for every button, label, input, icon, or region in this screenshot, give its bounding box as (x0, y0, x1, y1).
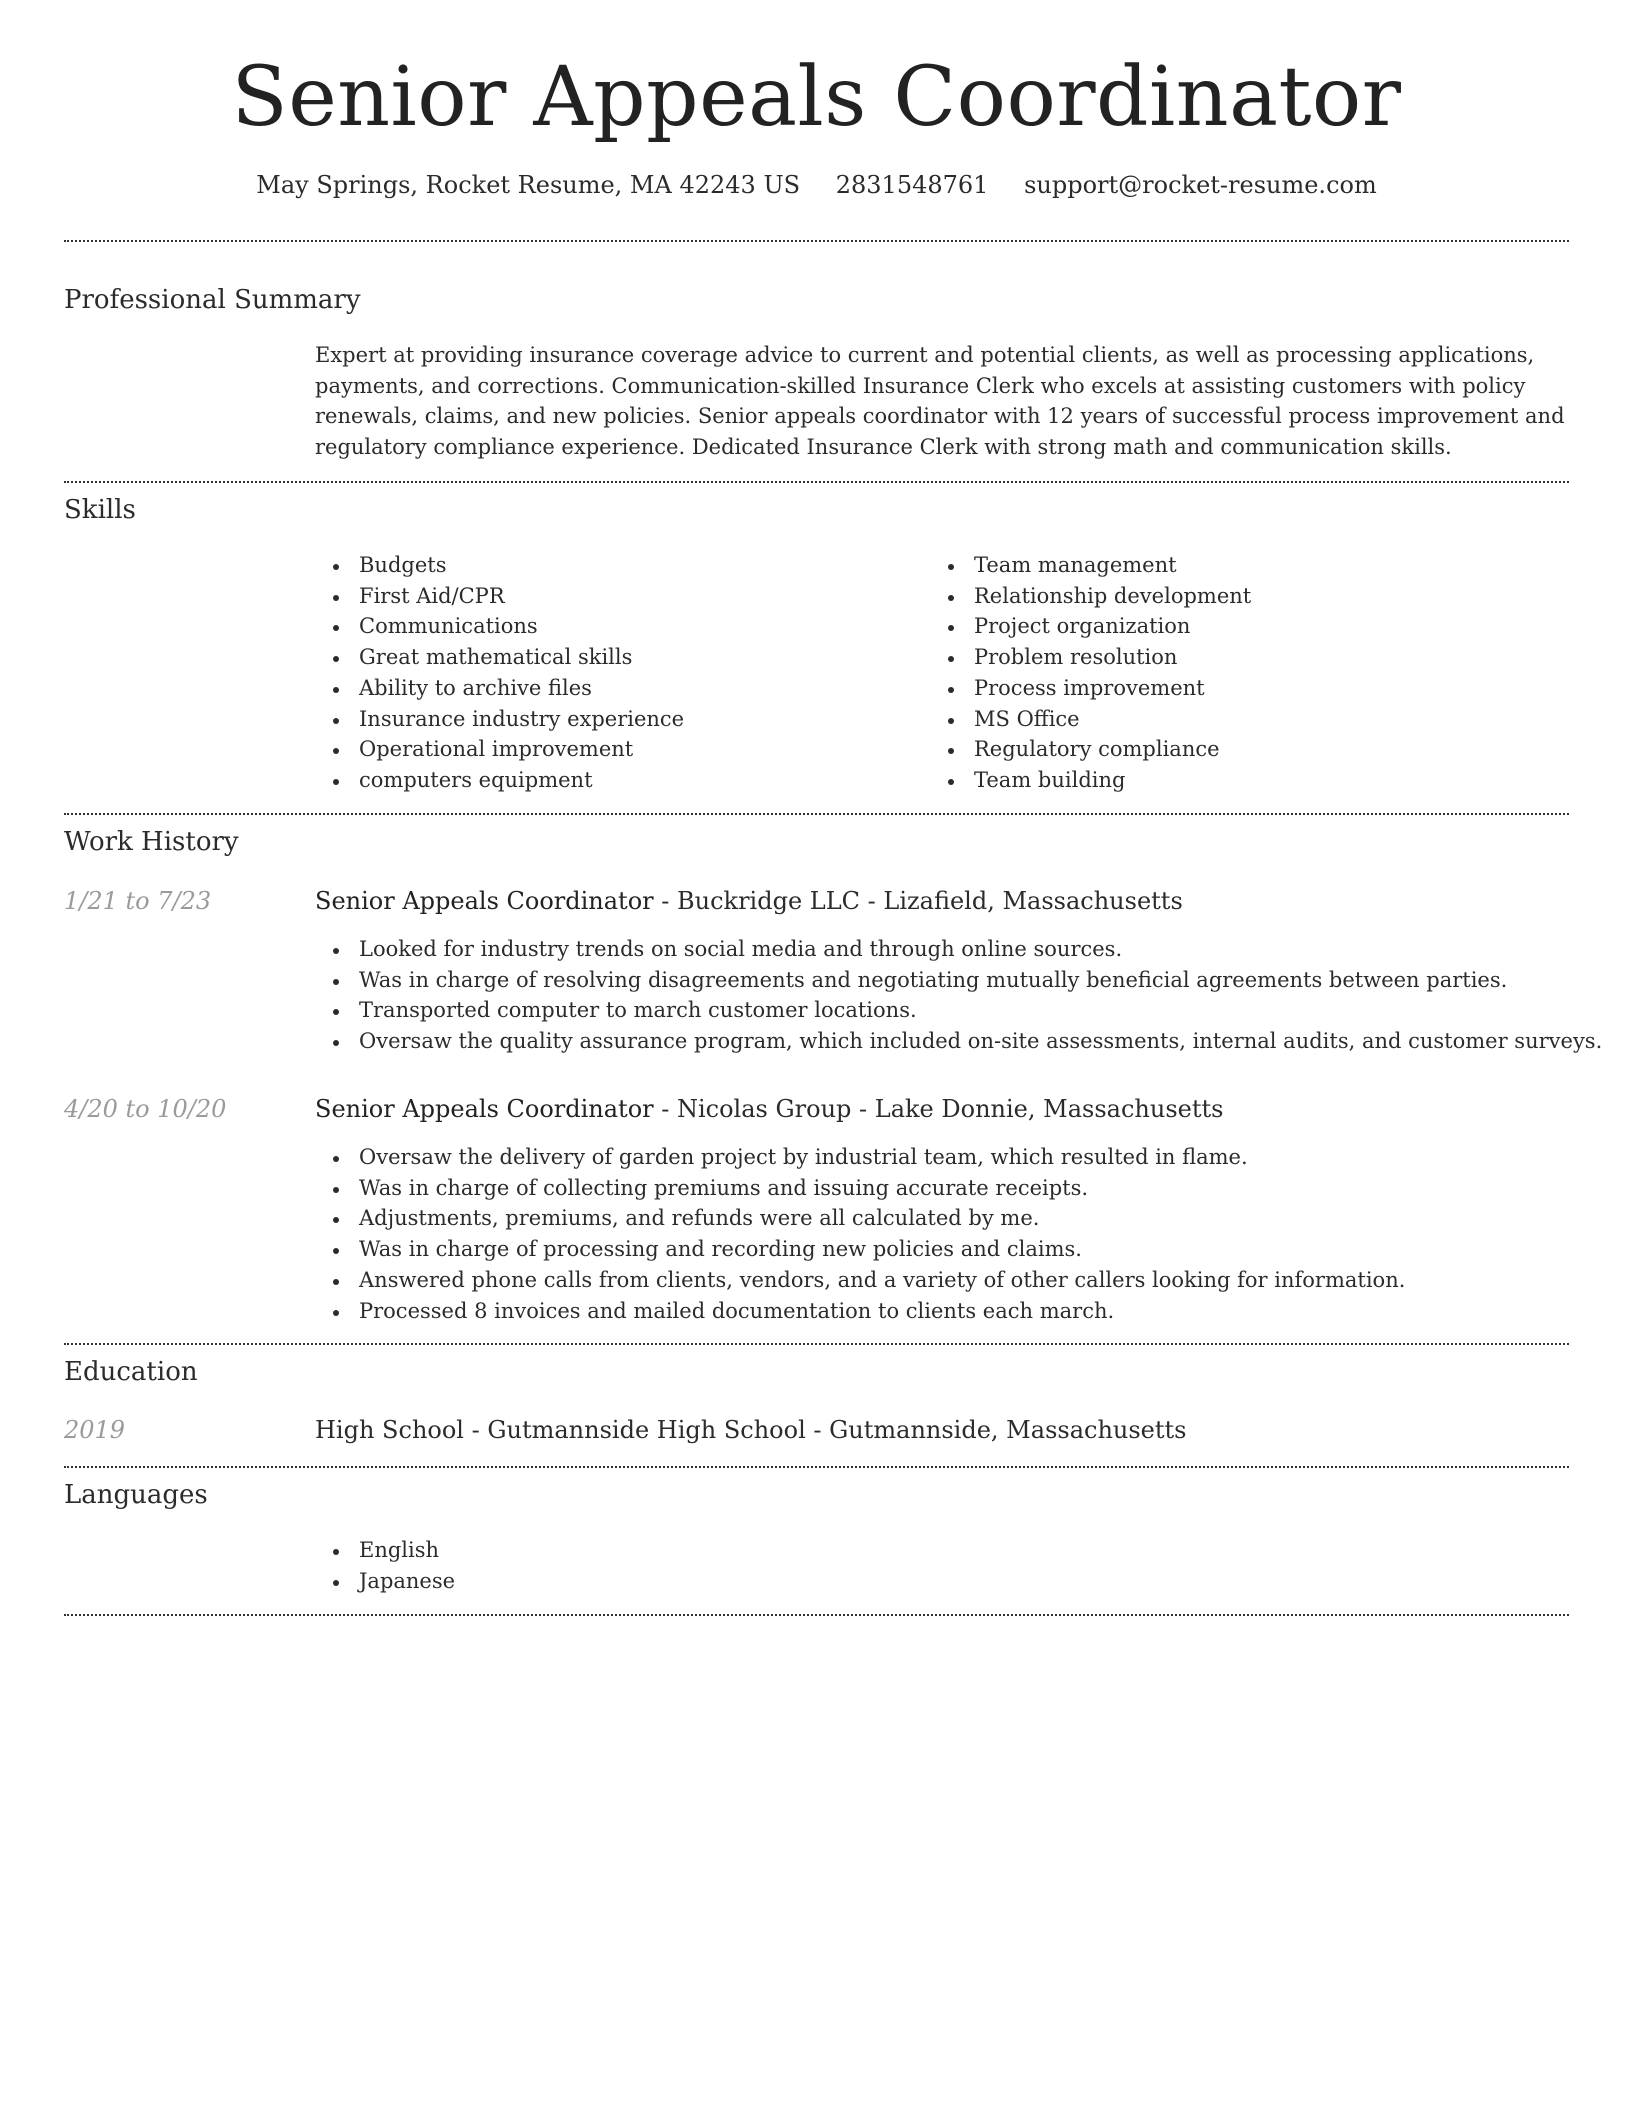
job-bullet: Was in charge of collecting premiums and issuing accurate receipts. (315, 1173, 1405, 1204)
candidate-name: Senior Appeals Coordinator (231, 50, 1402, 145)
job-bullets (315, 1142, 1405, 1326)
contact-line (64, 168, 1569, 202)
job-bullet: Processed 8 invoices and mailed documentation to clients each march. (315, 1296, 1405, 1327)
skill-item: Insurance industry experience (315, 704, 684, 735)
language-item: English (315, 1535, 455, 1566)
divider (64, 1466, 1569, 1468)
education-year: 2019 (64, 1416, 126, 1444)
education-entry: High School - Gutmannside High School - Gutmannside, Massachusetts (315, 1416, 1187, 1444)
skill-item: Great mathematical skills (315, 642, 684, 673)
skill-item: Team building (930, 765, 1251, 796)
contact-phone: 2831548761 (835, 171, 989, 199)
job-heading (315, 884, 1183, 918)
job-bullet: Was in charge of resolving disagreements and negotiating mutually beneficial agreements between parties. (315, 965, 1602, 996)
skill-item: Operational improvement (315, 734, 684, 765)
skill-item: Project organization (930, 611, 1251, 642)
summary-text: Expert at providing insurance coverage advice to current and potential clients, as well as processing applications, payments, and corrections. Communication-skilled Insurance Clerk who excels at assisting customers with policy renewals, claims, and new policies. Senior appeals coordinator with 12 years of successful process improvement and regulatory compliance experience. Dedicated Insurance Clerk with strong math and communication skills. (315, 343, 1565, 459)
job-bullet: Oversaw the delivery of garden project by industrial team, which resulted in flame. (315, 1142, 1405, 1173)
job-bullet: Looked for industry trends on social media and through online sources. (315, 934, 1602, 965)
job-employer: - Buckridge LLC - Lizafield, Massachusetts (653, 887, 1183, 915)
job-role: Senior Appeals Coordinator (315, 887, 654, 915)
job-bullet: Was in charge of processing and recording new policies and claims. (315, 1234, 1405, 1265)
skill-item: Ability to archive files (315, 673, 684, 704)
job-role: Senior Appeals Coordinator (315, 1095, 654, 1123)
skill-item: Team management (930, 550, 1251, 581)
languages-list (315, 1535, 455, 1596)
divider (64, 813, 1569, 815)
job-employer: - Nicolas Group - Lake Donnie, Massachusetts (653, 1095, 1224, 1123)
divider (64, 1614, 1569, 1616)
skill-item: First Aid/CPR (315, 581, 684, 612)
summary-heading: Professional Summary (64, 285, 361, 315)
skills-list-right (930, 550, 1251, 796)
job-heading (315, 1092, 1223, 1126)
language-item: Japanese (315, 1566, 455, 1597)
work-history-heading: Work History (64, 827, 239, 857)
job-bullet: Adjustments, premiums, and refunds were all calculated by me. (315, 1203, 1405, 1234)
divider (64, 1343, 1569, 1345)
skill-item: Communications (315, 611, 684, 642)
education-heading: Education (64, 1357, 198, 1387)
skills-list-left (315, 550, 684, 796)
skills-heading: Skills (64, 495, 136, 525)
languages-heading: Languages (64, 1480, 208, 1510)
divider (64, 240, 1569, 242)
job-bullet: Transported computer to march customer locations. (315, 995, 1602, 1026)
job-bullets (315, 934, 1602, 1057)
skill-item: MS Office (930, 704, 1251, 735)
job-bullet: Answered phone calls from clients, vendors, and a variety of other callers looking for information. (315, 1265, 1405, 1296)
job-dates: 4/20 to 10/20 (64, 1095, 227, 1123)
skill-item: Problem resolution (930, 642, 1251, 673)
job-bullet: Oversaw the quality assurance program, which included on-site assessments, internal audits, and customer surveys. (315, 1026, 1602, 1057)
skill-item: computers equipment (315, 765, 684, 796)
contact-address: May Springs, Rocket Resume, MA 42243 US (256, 171, 801, 199)
skill-item: Relationship development (930, 581, 1251, 612)
skill-item: Regulatory compliance (930, 734, 1251, 765)
job-dates: 1/21 to 7/23 (64, 887, 212, 915)
skill-item: Budgets (315, 550, 684, 581)
contact-email: support@rocket-resume.com (1024, 171, 1377, 199)
skill-item: Process improvement (930, 673, 1251, 704)
divider (64, 481, 1569, 483)
